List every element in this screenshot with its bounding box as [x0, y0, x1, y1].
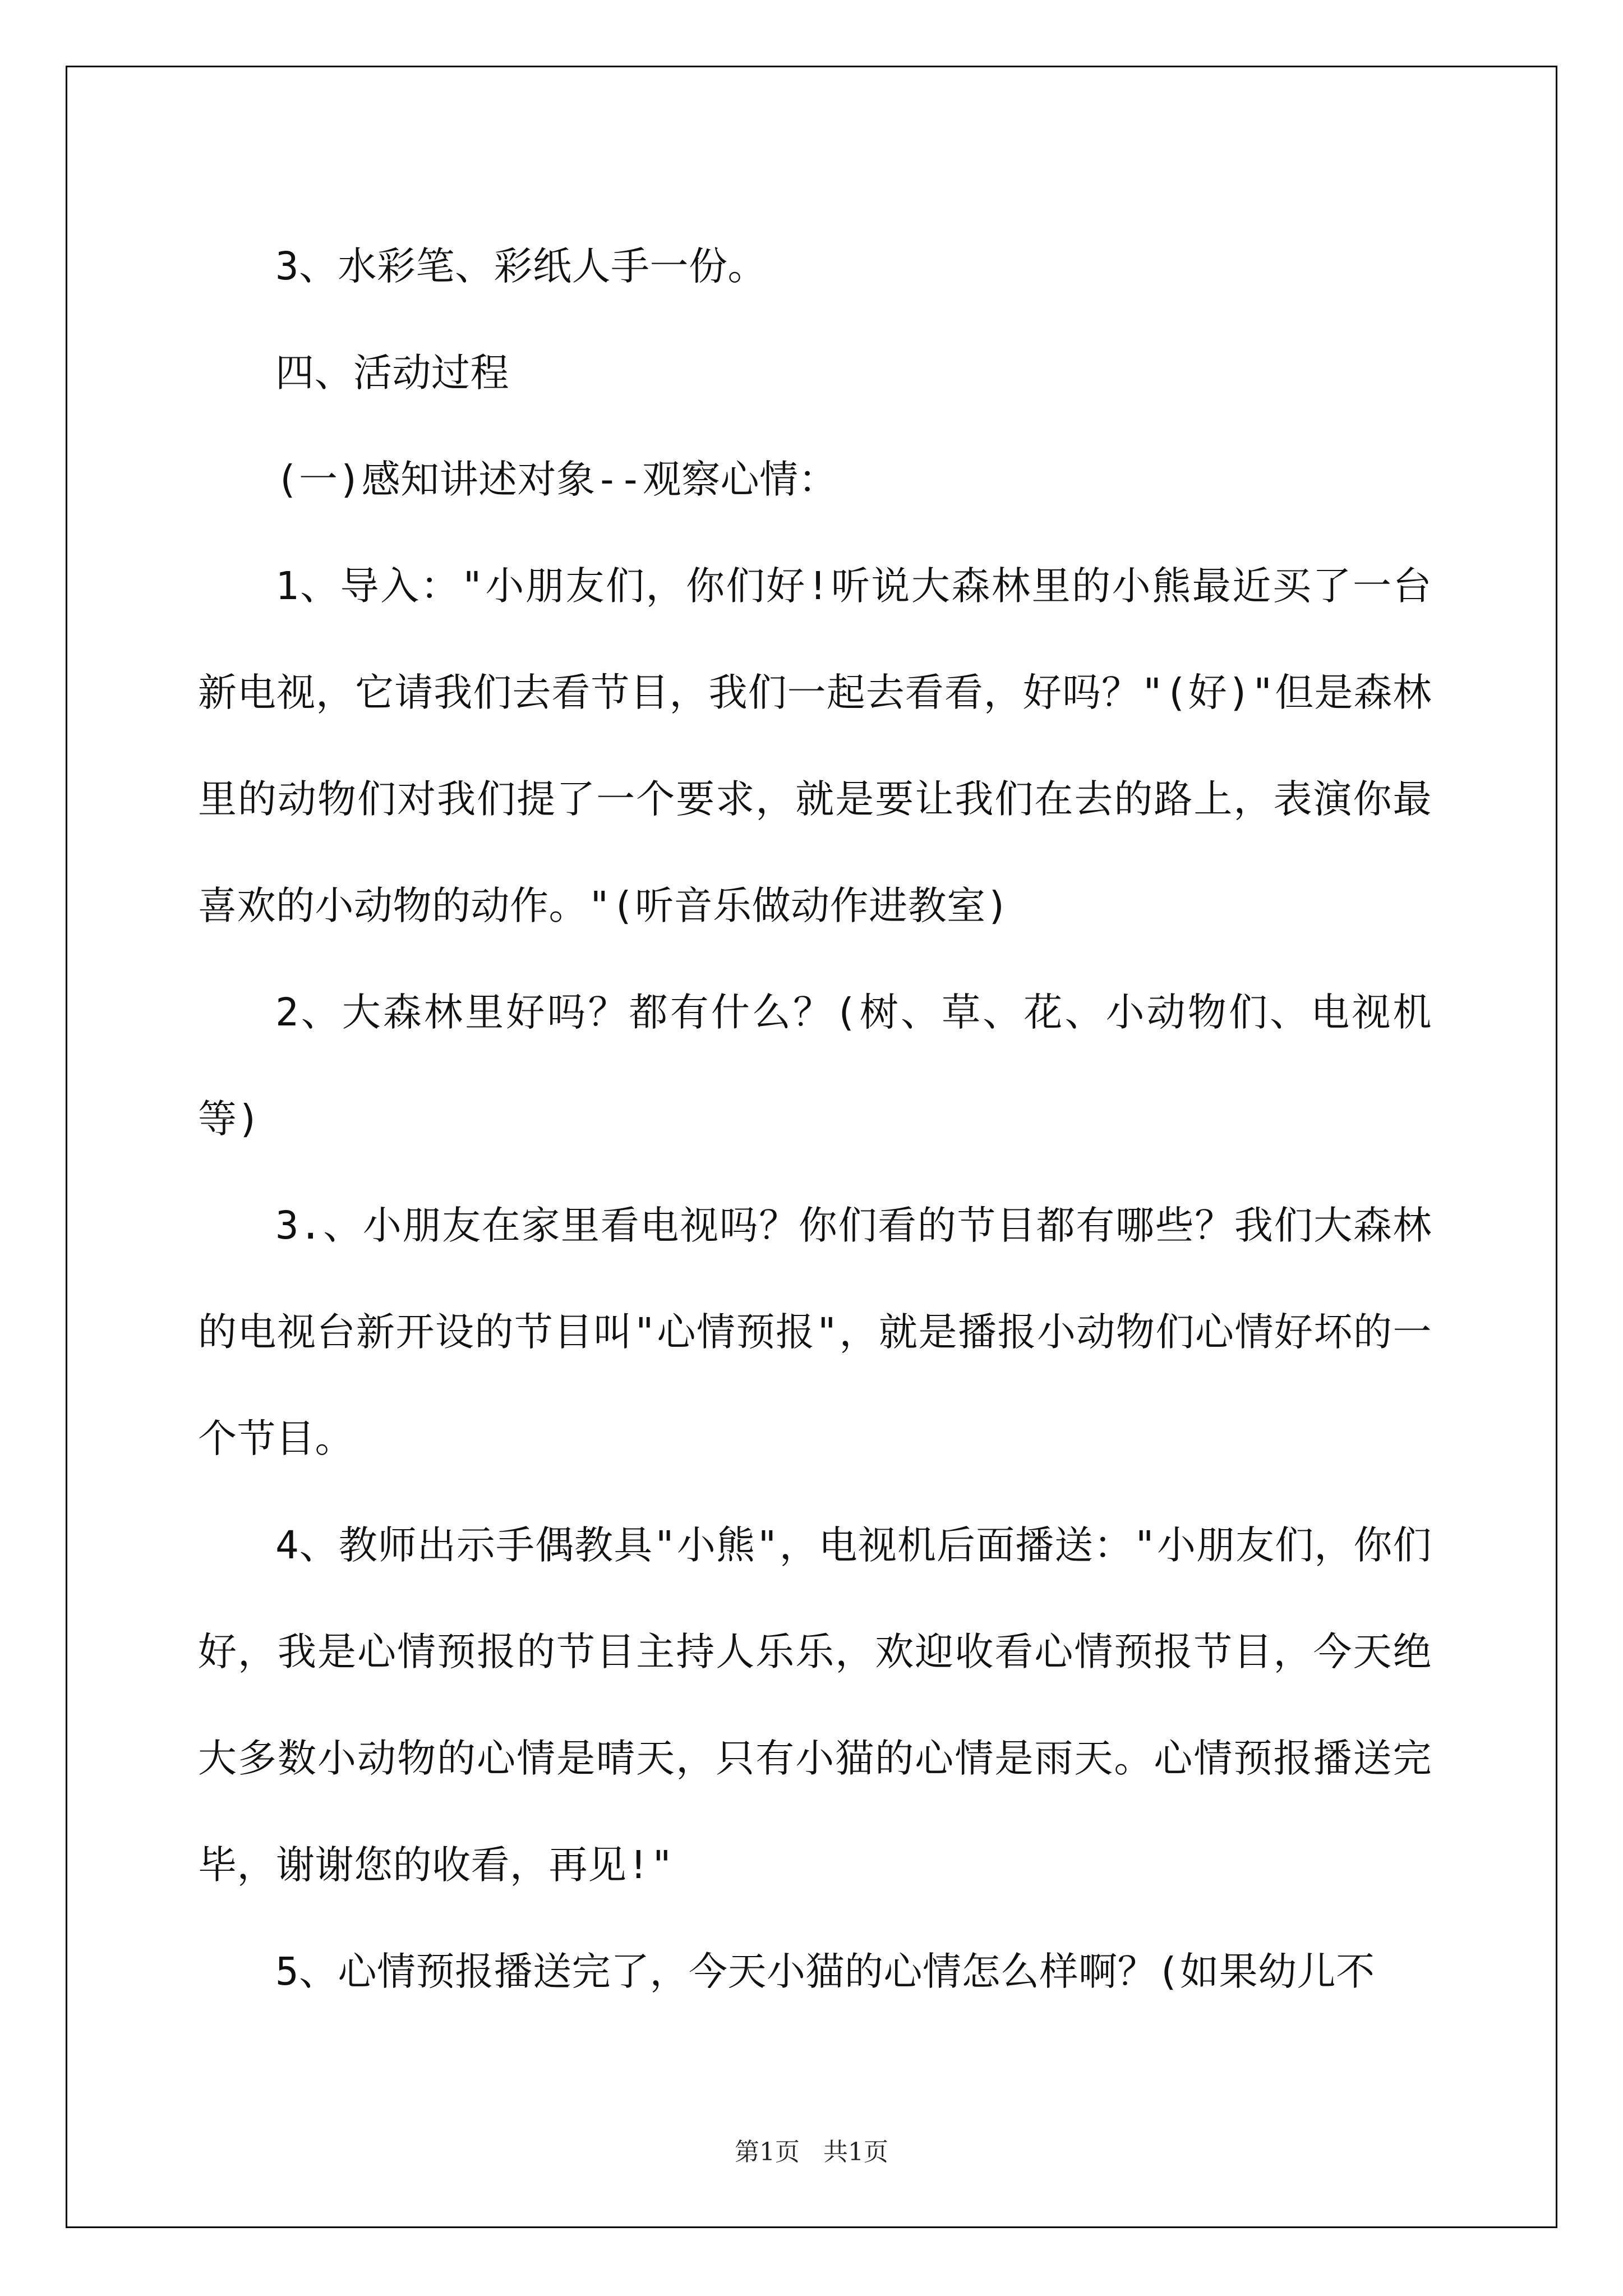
paragraph-step-1: 1、导入："小朋友们，你们好!听说大森林里的小熊最近买了一台新电视，它请我们去看节目，我们一起去看看，好吗？"(好)"但是森林里的动物们对我们提了一个要求，就是要让我们在去的路上，表演你最喜欢的小动物的动作。"(听音乐做动作进教室): [198, 564, 1432, 928]
subheading-perceive: (一)感知讲述对象--观察心情：: [275, 457, 838, 502]
paragraph-step-2: 2、大森林里好吗？都有什么？(树、草、花、小动物们、电视机等): [198, 990, 1432, 1142]
paragraph-step-5: 5、心情预报播送完了，今天小猫的心情怎么样啊？(如果幼儿不: [275, 1949, 1375, 1994]
heading-activity-process: 四、活动过程: [275, 351, 509, 395]
paragraph-step-4: 4、教师出示手偶教具"小熊"，电视机后面播送："小朋友们，你们好，我是心情预报的节目主持人乐乐，欢迎收看心情预报节目，今天绝大多数小动物的心情是晴天，只有小猫的心情是雨天。心情预报播送完毕，谢谢您的收看，再见!": [198, 1523, 1432, 1888]
document-body: [198, 213, 1432, 2025]
paragraph-materials: 3、水彩笔、彩纸人手一份。: [275, 244, 767, 289]
paragraph-step-3: 3.、小朋友在家里看电视吗？你们看的节目都有哪些？我们大森林的电视台新开设的节目叫"心情预报"，就是播报小动物们心情好坏的一个节目。: [198, 1203, 1432, 1461]
page-number: 第1页: [735, 2138, 800, 2166]
page-total: 共1页: [823, 2138, 888, 2166]
page-footer: [0, 2132, 1623, 2168]
